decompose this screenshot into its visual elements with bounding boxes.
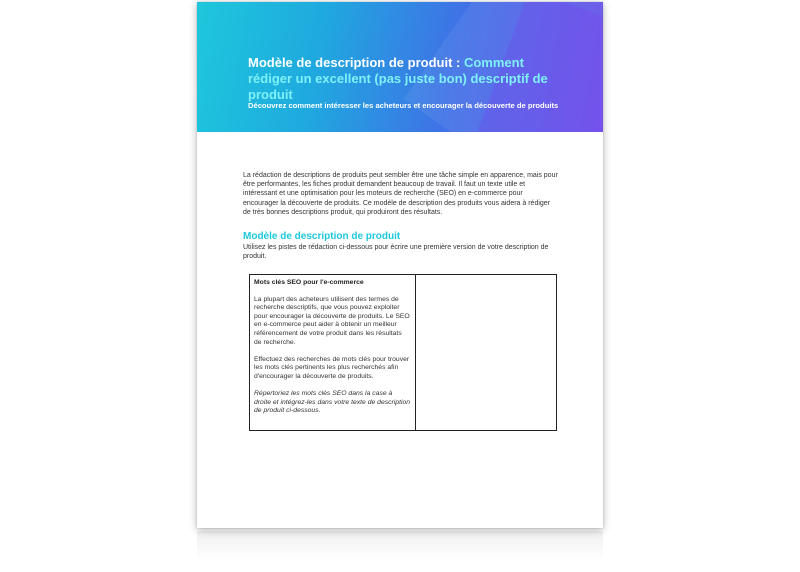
title-main: Modèle de description de produit : xyxy=(248,55,464,70)
table-cell-instructions xyxy=(250,275,416,430)
table-paragraph-3: Répertoriez les mots clés SEO dans la case à droite et intégrez-les dans votre texte de description de produit ci-dessous. xyxy=(254,390,411,415)
table-cell-input[interactable] xyxy=(416,275,556,430)
table-cell-heading: Mots clés SEO pour l'e-commerce xyxy=(254,279,364,286)
document-subtitle: Découvrez comment intéresser les acheteurs et encourager la découverte de produits xyxy=(248,101,559,110)
page-reflection xyxy=(197,531,603,561)
header-banner xyxy=(197,2,603,132)
template-table xyxy=(249,274,557,431)
title-accent: Comment rédiger un excellent (pas juste bon) descriptif de produit xyxy=(248,55,548,102)
intro-paragraph: La rédaction de descriptions de produits peut sembler être une tâche simple en apparence, mais pour être performantes, les fiches produit demandent beaucoup de travail. Il faut un texte utile et intéressant et une optimisation pour les moteurs de recherche (SEO) en e-commerce pour encourager la découverte de produits. Ce modèle de description des produits vous aidera à rédiger de très bonnes descriptions produit, qui produiront des résultats. xyxy=(243,172,558,216)
section-text: Utilisez les pistes de rédaction ci-dessous pour écrire une première version de votre description de produit. xyxy=(243,244,549,261)
document-title xyxy=(248,55,568,103)
document-page xyxy=(197,2,603,528)
section-title: Modèle de description de produit xyxy=(243,231,401,242)
table-paragraph-2: Effectuez des recherches de mots clés pour trouver les mots clés pertinents les plus recherchés afin d'encourager la découverte de produits. xyxy=(254,355,410,380)
table-paragraph-1: La plupart des acheteurs utilisent des termes de recherche descriptifs, que vous pouvez exploiter pour encourager la découverte de produits. Le SEO en e-commerce peut aider à obtenir un meilleur référencement de votre produit dans les résultats de recherche. xyxy=(254,295,410,346)
